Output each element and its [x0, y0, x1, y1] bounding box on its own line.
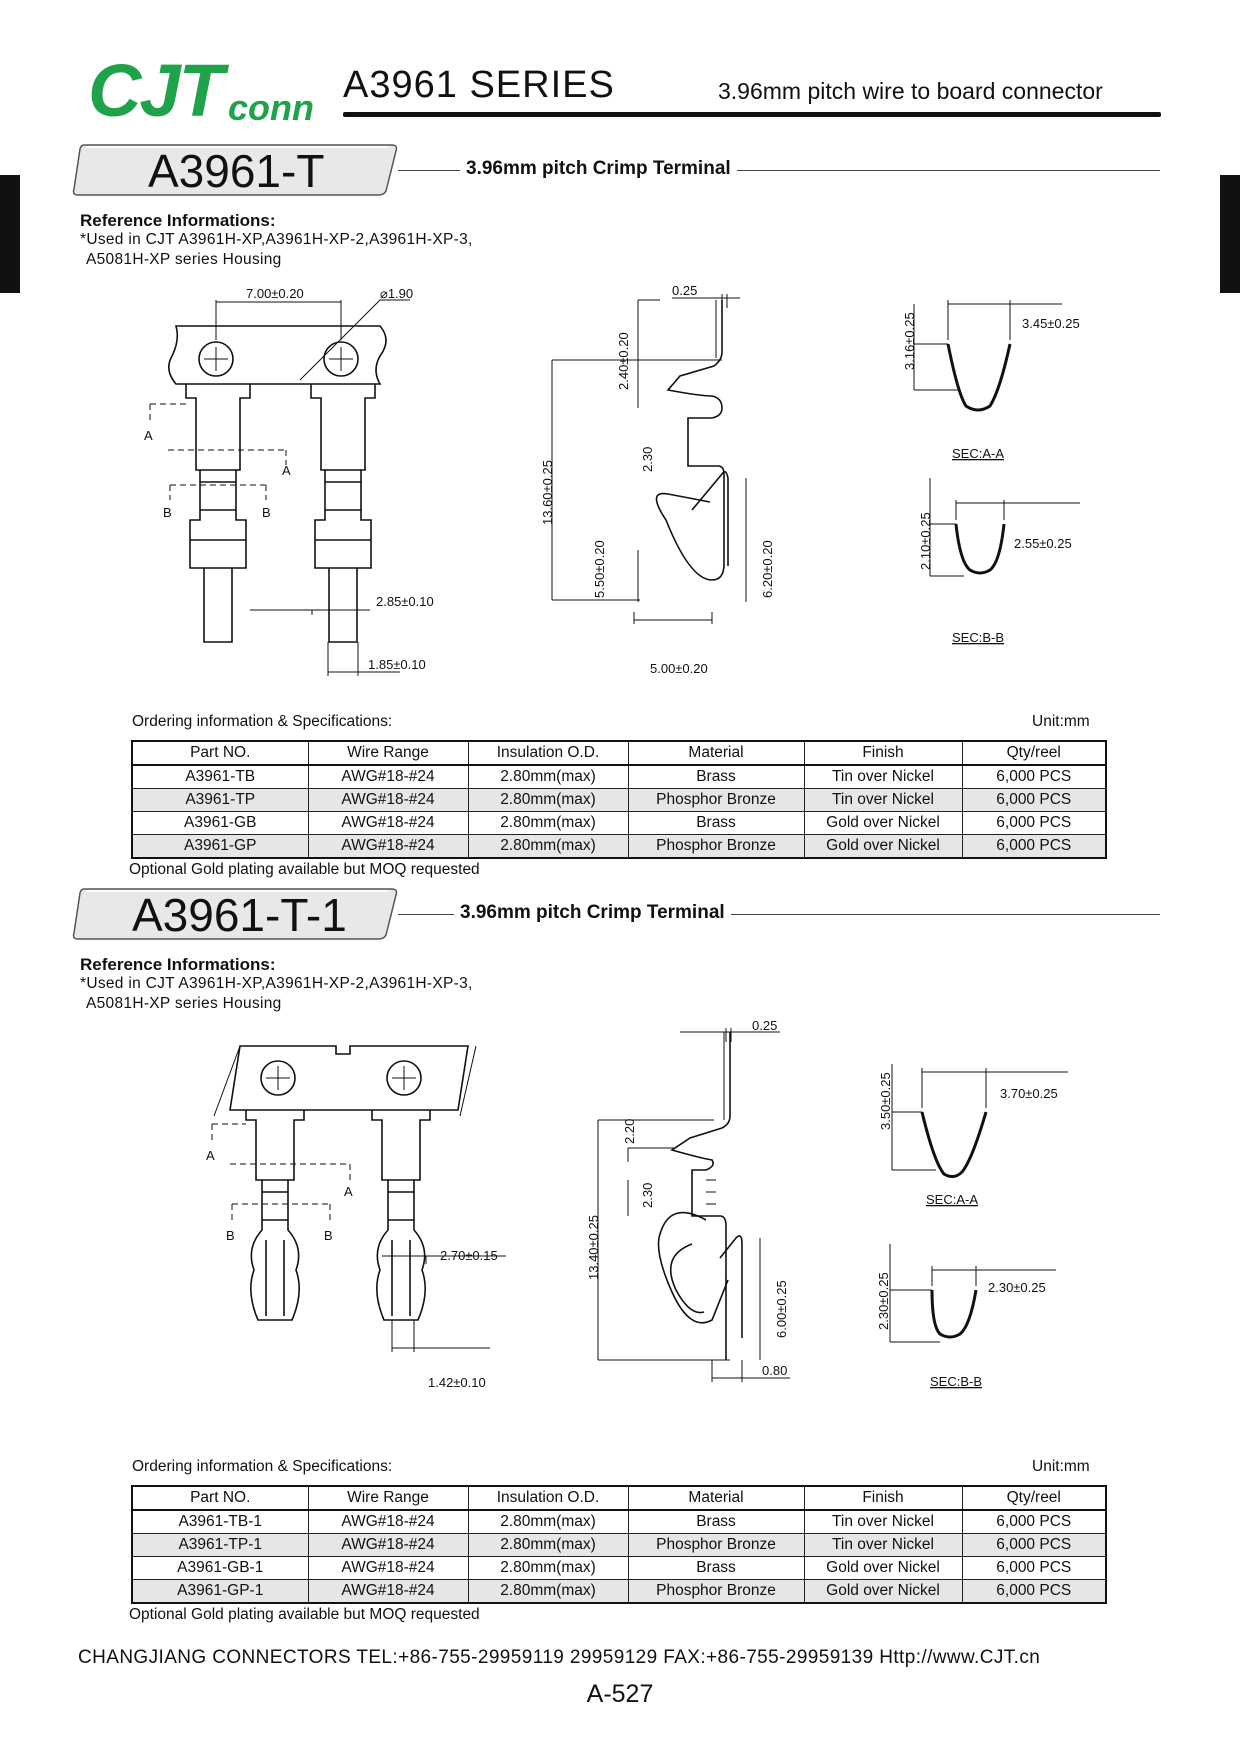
- dim-pitch-1: 7.00±0.20: [246, 286, 304, 301]
- table-cell: Tin over Nickel: [804, 765, 962, 789]
- table-cell: Phosphor Bronze: [628, 835, 804, 859]
- table-cell: A3961-TB-1: [132, 1510, 308, 1534]
- ordering-title-1: Ordering information & Specifications:: [132, 713, 393, 730]
- table-cell: 6,000 PCS: [962, 789, 1106, 812]
- dim-hole-1: ⌀1.90: [380, 286, 414, 301]
- dim-h3-1: 5.50±0.20: [592, 540, 607, 598]
- table-cell: Phosphor Bronze: [628, 1580, 804, 1604]
- section-desc-2: 3.96mm pitch Crimp Terminal: [454, 902, 731, 924]
- dim-sbb-h-2: 2.30±0.25: [876, 1272, 891, 1330]
- logo-conn: conn: [228, 87, 314, 128]
- table-cell: A3961-GB: [132, 812, 308, 835]
- col-header: Qty/reel: [962, 1486, 1106, 1510]
- page-number: A-527: [586, 1680, 654, 1708]
- table-row: [132, 812, 1106, 835]
- col-header: Insulation O.D.: [468, 741, 628, 765]
- table-row: [132, 765, 1106, 789]
- table-cell: Gold over Nickel: [804, 1580, 962, 1604]
- dim-h1-1: 2.40±0.20: [616, 332, 631, 390]
- mark-a1-2: A: [206, 1148, 215, 1163]
- table-cell: Phosphor Bronze: [628, 789, 804, 812]
- section-title-1: A3961-T: [148, 145, 325, 197]
- mark-b2-2: B: [324, 1228, 333, 1243]
- section-desc-1: 3.96mm pitch Crimp Terminal: [460, 158, 737, 180]
- table-cell: A3961-TP: [132, 789, 308, 812]
- table-cell: Tin over Nickel: [804, 789, 962, 812]
- dim-w2-2: 1.42±0.10: [428, 1375, 486, 1390]
- col-header: Wire Range: [308, 741, 468, 765]
- table-cell: Brass: [628, 765, 804, 789]
- table-cell: Brass: [628, 1510, 804, 1534]
- table-cell: AWG#18-#24: [308, 835, 468, 859]
- edge-tab-right: [1220, 175, 1240, 293]
- spec-table-2: [131, 1485, 1107, 1604]
- ref-heading-1: Reference Informations:: [80, 211, 276, 230]
- mark-b1-2: B: [226, 1228, 235, 1243]
- table-cell: 6,000 PCS: [962, 812, 1106, 835]
- dim-base-2: 0.80: [762, 1363, 788, 1378]
- table-cell: AWG#18-#24: [308, 765, 468, 789]
- table-row: [132, 1557, 1106, 1580]
- table-cell: 2.80mm(max): [468, 1557, 628, 1580]
- header-rule: [343, 112, 1161, 117]
- table-cell: Tin over Nickel: [804, 1510, 962, 1534]
- table-cell: AWG#18-#24: [308, 789, 468, 812]
- table-cell: A3961-TB: [132, 765, 308, 789]
- table-cell: 2.80mm(max): [468, 1510, 628, 1534]
- table-cell: Tin over Nickel: [804, 1534, 962, 1557]
- mark-a2-2: A: [344, 1184, 353, 1199]
- table-row: [132, 1510, 1106, 1534]
- logo-cjt: CJT: [88, 52, 222, 130]
- sec-aa-label-2: SEC:A-A: [926, 1192, 979, 1207]
- table-cell: A3961-GB-1: [132, 1557, 308, 1580]
- sec-bb-label-2: SEC:B-B: [930, 1374, 983, 1389]
- table-cell: AWG#18-#24: [308, 1510, 468, 1534]
- table-cell: 2.80mm(max): [468, 765, 628, 789]
- table-cell: 6,000 PCS: [962, 1510, 1106, 1534]
- table-cell: 2.80mm(max): [468, 1534, 628, 1557]
- ordering-title-2: Ordering information & Specifications:: [132, 1458, 393, 1475]
- table-cell: Phosphor Bronze: [628, 1534, 804, 1557]
- table-cell: 6,000 PCS: [962, 835, 1106, 859]
- series-subtitle: 3.96mm pitch wire to board connector: [718, 78, 1103, 104]
- dim-saa-h-1: 3.16±0.25: [902, 312, 917, 370]
- dim-saa-h-2: 3.50±0.25: [878, 1072, 893, 1130]
- table-cell: AWG#18-#24: [308, 1580, 468, 1604]
- table-cell: AWG#18-#24: [308, 1557, 468, 1580]
- series-title: A3961 SERIES: [343, 64, 615, 106]
- unit-label-1: Unit:mm: [1032, 713, 1090, 730]
- col-header: Material: [628, 1486, 804, 1510]
- ref-line-2b: A5081H-XP series Housing: [86, 995, 282, 1012]
- dim-w1-1: 2.85±0.10: [376, 594, 434, 609]
- col-header: Part NO.: [132, 741, 308, 765]
- table-row: [132, 789, 1106, 812]
- table-cell: Gold over Nickel: [804, 835, 962, 859]
- terminal-drawing-2: [0, 1020, 1240, 1420]
- dim-thick-2: 0.25: [752, 1018, 778, 1033]
- ref-heading-2: Reference Informations:: [80, 955, 276, 974]
- dim-saa-w-1: 3.45±0.25: [1022, 316, 1080, 331]
- table-row: [132, 835, 1106, 859]
- dim-sbb-w-1: 2.55±0.25: [1014, 536, 1072, 551]
- sec-aa-label-1: SEC:A-A: [952, 446, 1005, 461]
- table-cell: 6,000 PCS: [962, 1534, 1106, 1557]
- table-cell: 2.80mm(max): [468, 812, 628, 835]
- dim-w1-2: 2.70±0.15: [440, 1248, 498, 1263]
- col-header: Wire Range: [308, 1486, 468, 1510]
- table-cell: A3961-GP-1: [132, 1580, 308, 1604]
- col-header: Qty/reel: [962, 741, 1106, 765]
- note-2: Optional Gold plating available but MOQ requested: [129, 1606, 480, 1623]
- note-1: Optional Gold plating available but MOQ requested: [129, 861, 480, 878]
- dim-base-1: 5.00±0.20: [650, 661, 708, 676]
- dim-thick-1: 0.25: [672, 283, 698, 298]
- table-cell: 6,000 PCS: [962, 765, 1106, 789]
- table-row: [132, 1534, 1106, 1557]
- col-header: Finish: [804, 741, 962, 765]
- table-cell: 2.80mm(max): [468, 835, 628, 859]
- table-cell: 2.80mm(max): [468, 789, 628, 812]
- dim-sbb-h-1: 2.10±0.25: [918, 512, 933, 570]
- dim-len-2: 13.40±0.25: [586, 1215, 601, 1280]
- table-cell: 6,000 PCS: [962, 1557, 1106, 1580]
- dim-h2-2: 2.30: [640, 1182, 655, 1208]
- ref-line-1b: A5081H-XP series Housing: [86, 251, 282, 268]
- cjt-logo: [86, 52, 331, 130]
- dim-w2-1: 1.85±0.10: [368, 657, 426, 672]
- table-row: [132, 1580, 1106, 1604]
- col-header: Finish: [804, 1486, 962, 1510]
- section-title-2: A3961-T-1: [132, 889, 347, 941]
- mark-a1-1: A: [144, 428, 153, 443]
- dim-h4-2: 6.00±0.25: [774, 1280, 789, 1338]
- col-header: Material: [628, 741, 804, 765]
- table-cell: Brass: [628, 812, 804, 835]
- table-cell: Gold over Nickel: [804, 1557, 962, 1580]
- ref-line-1a: *Used in CJT A3961H-XP,A3961H-XP-2,A3961H-XP-3,: [80, 231, 473, 248]
- sec-bb-label-1: SEC:B-B: [952, 630, 1005, 645]
- dim-saa-w-2: 3.70±0.25: [1000, 1086, 1058, 1101]
- table-cell: A3961-GP: [132, 835, 308, 859]
- table-cell: Brass: [628, 1557, 804, 1580]
- col-header: Insulation O.D.: [468, 1486, 628, 1510]
- table-cell: A3961-TP-1: [132, 1534, 308, 1557]
- edge-tab-left: [0, 175, 20, 293]
- mark-a2-1: A: [282, 463, 291, 478]
- dim-h1-2: 2.20: [622, 1118, 637, 1144]
- dim-len-1: 13.60±0.25: [540, 460, 555, 525]
- mark-b1-1: B: [163, 505, 172, 520]
- dim-h4-1: 6.20±0.20: [760, 540, 775, 598]
- ref-line-2a: *Used in CJT A3961H-XP,A3961H-XP-2,A3961H-XP-3,: [80, 975, 473, 992]
- spec-table-1: [131, 740, 1107, 859]
- dim-sbb-w-2: 2.30±0.25: [988, 1280, 1046, 1295]
- table-cell: AWG#18-#24: [308, 1534, 468, 1557]
- table-cell: AWG#18-#24: [308, 812, 468, 835]
- table-cell: Gold over Nickel: [804, 812, 962, 835]
- terminal-drawing-1: [0, 280, 1240, 680]
- unit-label-2: Unit:mm: [1032, 1458, 1090, 1475]
- footer-contact: CHANGJIANG CONNECTORS TEL:+86-755-29959119 29959129 FAX:+86-755-29959139 Http://www.CJT.cn: [78, 1647, 1041, 1668]
- table-cell: 6,000 PCS: [962, 1580, 1106, 1604]
- table-cell: 2.80mm(max): [468, 1580, 628, 1604]
- dim-h2-1: 2.30: [640, 446, 655, 472]
- mark-b2-1: B: [262, 505, 271, 520]
- col-header: Part NO.: [132, 1486, 308, 1510]
